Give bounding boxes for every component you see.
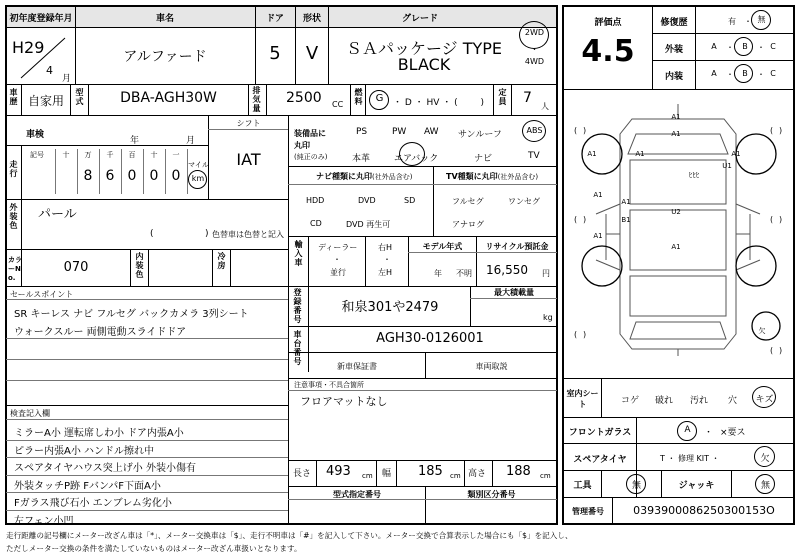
width-value: 185 xyxy=(418,464,443,479)
recycle-label: リサイクル預託金 xyxy=(485,242,549,251)
damage-mark: A1 xyxy=(593,191,603,199)
sales-points-label: セールスポイント xyxy=(10,290,74,299)
windshield-need: ×要ス xyxy=(720,428,746,438)
import-right-h: 右H xyxy=(378,243,393,252)
shift-label: シフト xyxy=(236,119,261,128)
registration-label: 登録番号 xyxy=(293,288,302,324)
chassis-value: AGH30-0126001 xyxy=(376,331,484,346)
inspector-note-line: ピラー内張A小 ハンドル擦れ中 xyxy=(14,445,155,457)
windshield-label: フロントガラス xyxy=(568,428,632,438)
grade-line-2: BLACK xyxy=(397,55,451,74)
footer-line-1: 走行距離の記号欄にメーター改ざん車は「*」、メーター交換車は「$」、走行不明車は「#」を記入して下さい。メーター交換で合算表示した場合にも「$」を記入し、 xyxy=(6,531,573,540)
mileage-digit-header: 百 xyxy=(128,151,136,159)
tv-oneseg: ワンセグ xyxy=(508,197,540,206)
diagram-bracket: ( xyxy=(574,126,578,135)
drive-2wd: 2WD xyxy=(524,28,545,37)
inspector-note-line: ミラーA小 運転席しわ小 ドア内張A小 xyxy=(14,428,184,439)
damage-mark: A1 xyxy=(593,232,603,240)
cc-unit: CC xyxy=(332,100,344,109)
mileage-digit-header: 一 xyxy=(172,151,180,159)
repair-yes: 有 xyxy=(728,17,736,26)
drive-dot: ・ xyxy=(530,45,539,54)
import-dot-2: ・ xyxy=(383,255,391,264)
interior-grade-option: C xyxy=(770,69,776,78)
inspection-month-unit: 月 xyxy=(186,136,196,146)
damage-mark: A1 xyxy=(671,243,681,251)
footer-line-2: ただしメーター交換の条件を満たしていないものはメーター改ざん車扱いとなります。 xyxy=(6,544,302,553)
car-name-label: 車名 xyxy=(155,14,174,24)
management-label: 管理番号 xyxy=(572,507,604,516)
notes-value: フロアマットなし xyxy=(300,395,388,408)
sheet-opt-tear: 破れ xyxy=(655,396,674,406)
color-no-value: 070 xyxy=(63,260,89,275)
exterior-grade-option: C xyxy=(770,42,776,51)
grade-line-1: ＳＡパッケージ TYPE xyxy=(345,39,503,58)
mileage-digit: 0 xyxy=(127,168,137,184)
interior-color-label: 内装色 xyxy=(135,252,144,279)
inspector-note-line: スペアタイヤハウス突上げ小 外装小傷有 xyxy=(14,463,196,474)
repair-label: 修復歴 xyxy=(660,18,688,28)
windshield-dot: ・ xyxy=(704,428,714,438)
exterior-color-paren: ( ) xyxy=(150,229,209,239)
sheet-opt-burn: コゲ xyxy=(621,396,640,406)
windshield-selected: A xyxy=(684,425,691,435)
mileage-digit: 6 xyxy=(105,168,115,184)
max-load-kg: kg xyxy=(543,313,553,322)
capacity-unit: 人 xyxy=(541,102,549,111)
equip-leather: 本革 xyxy=(352,154,371,164)
notes-label: 注意事項・不具合箇所 xyxy=(294,381,364,389)
recycle-value: 16,550 xyxy=(486,263,528,277)
diagram-bracket: ) xyxy=(779,346,783,355)
model-year-label: モデル年式 xyxy=(422,242,463,251)
spare-tire-options: T ・ 修理 KIT ・ xyxy=(660,454,720,463)
damage-mark: A1 xyxy=(671,113,681,121)
shape-value: V xyxy=(305,43,319,64)
tv-sub: (社外品含む) xyxy=(497,173,539,181)
inspection-label: 車検 xyxy=(26,130,45,140)
car-name-value: アルファード xyxy=(123,49,207,65)
usage-label: 車歴 xyxy=(9,88,18,106)
equip-pw: PW xyxy=(392,127,407,137)
interior-grade-label: 内装 xyxy=(664,72,683,82)
inspector-note-line: 外装タッチP跡 FバンパF下面A小 xyxy=(14,480,161,492)
exterior-color-note: 色替車は色替と記入 xyxy=(212,230,284,239)
tv-label xyxy=(446,171,538,182)
mileage-label: 走行 xyxy=(9,160,18,178)
warranty-manual: 車両取説 xyxy=(475,362,508,371)
inspector-label: 検査記入欄 xyxy=(10,409,50,418)
spare-tire-label: スペアタイヤ xyxy=(573,455,627,465)
interior-grade-option: ・ xyxy=(726,70,734,79)
length-label: 長さ xyxy=(293,469,312,479)
mileage-digit-header: 千 xyxy=(106,151,114,159)
navi-sd: SD xyxy=(404,196,416,205)
damage-mark: 欠 xyxy=(758,327,766,335)
model-year-value: 不明 xyxy=(456,269,472,278)
height-value: 188 xyxy=(506,464,531,479)
first-reg-year: H29 xyxy=(12,38,45,57)
door-value: 5 xyxy=(269,43,281,64)
score-value: 4.5 xyxy=(581,34,635,69)
warranty-new-car: 新車保証書 xyxy=(337,362,377,371)
sales-points-line-2: ウォークスルー 両側電動スライドドア xyxy=(14,327,187,338)
shift-value: IAT xyxy=(236,150,261,169)
spare-tire-selected: 欠 xyxy=(760,454,770,464)
fuel-label: 燃料 xyxy=(354,88,363,106)
sheet-opt-scratch: キズ xyxy=(755,395,774,405)
exterior-grade-circle xyxy=(734,37,753,56)
length-value: 493 xyxy=(326,464,351,479)
exterior-grade-option: A xyxy=(711,42,717,51)
score-label: 評価点 xyxy=(594,18,622,28)
mileage-digit-header: 十 xyxy=(62,151,70,159)
import-dealer: ディーラー xyxy=(318,243,358,252)
shape-label: 形状 xyxy=(302,14,321,24)
repair-dot: ・ xyxy=(744,17,752,26)
import-left-h: 左H xyxy=(378,268,393,277)
registration-value: 和泉301や2479 xyxy=(341,300,439,315)
recycle-unit: 円 xyxy=(542,269,550,278)
capacity-label: 定員 xyxy=(498,88,507,106)
diagram-bracket: ( xyxy=(770,215,774,224)
diagram-bracket: ( xyxy=(574,215,578,224)
diagram-bracket: ( xyxy=(770,126,774,135)
exterior-color-value: パール xyxy=(38,207,77,222)
exterior-grade-label: 外装 xyxy=(664,45,683,55)
tv-analog: アナログ xyxy=(452,220,484,229)
width-unit: cm xyxy=(450,472,461,480)
exterior-grade-option: ・ xyxy=(726,43,734,52)
diagram-bracket: ) xyxy=(779,215,783,224)
tv-label-text: TV種類に丸印 xyxy=(446,172,498,181)
navi-sub: (社外品含む) xyxy=(372,173,413,181)
inspection-year-unit: 年 xyxy=(130,136,140,146)
navi-cd: CD xyxy=(310,219,322,228)
first-reg-label: 初年度登録年月 xyxy=(9,14,73,24)
equip-aw: AW xyxy=(424,127,439,137)
type-designation-label: 型式指定番号 xyxy=(333,490,381,499)
inspector-note-line: 左フェン小凹 xyxy=(14,515,74,527)
interior-grade-option: A xyxy=(711,69,717,78)
damage-mark: A1 xyxy=(635,150,645,158)
mileage-digit: 0 xyxy=(149,168,159,184)
length-unit: cm xyxy=(362,472,373,480)
air-conditioner-label: 冷房 xyxy=(217,252,226,270)
model-label: 型式 xyxy=(75,88,84,106)
jack-label: ジャッキ xyxy=(678,481,715,491)
tools-value: 無 xyxy=(631,481,641,491)
diagram-bracket: ) xyxy=(583,126,587,135)
import-parallel: 並行 xyxy=(330,268,346,277)
mileage-unit-label: マイル xyxy=(188,161,209,169)
navi-label xyxy=(316,171,412,182)
jack-value: 無 xyxy=(760,481,770,491)
interior-sheet-label: 室内シート xyxy=(566,389,599,409)
interior-grade-option: ・ xyxy=(757,70,765,79)
max-load-label: 最大積載量 xyxy=(494,288,534,297)
equip-navi: ナビ xyxy=(474,154,493,164)
equip-ps: PS xyxy=(356,127,368,137)
sheet-opt-hole: 穴 xyxy=(728,396,738,406)
width-label: 幅 xyxy=(382,469,392,479)
interior-grade-option: B xyxy=(742,69,748,78)
mileage-sign-label: 記号 xyxy=(30,151,44,159)
tools-label: 工具 xyxy=(573,481,592,491)
sheet-opt-dirt: 汚れ xyxy=(690,396,709,406)
damage-mark: ﾋﾋﾋ xyxy=(688,171,700,179)
damage-mark: A1 xyxy=(587,150,597,158)
navi-label-text: ナビ種類に丸印 xyxy=(316,172,372,181)
grade-label: グレード xyxy=(401,14,438,24)
fuel-selected: G xyxy=(375,93,384,104)
damage-mark: U1 xyxy=(722,162,732,170)
damage-mark: A1 xyxy=(671,130,681,138)
navi-hdd: HDD xyxy=(306,196,325,205)
damage-mark: U2 xyxy=(671,208,681,216)
diagram-bracket: ) xyxy=(583,330,587,339)
inspector-note-line: Fガラス飛び石小 エンブレム劣化小 xyxy=(14,498,172,509)
diagram-bracket: ( xyxy=(574,330,578,339)
repair-none: 無 xyxy=(757,15,766,24)
diagram-bracket: ( xyxy=(770,346,774,355)
navi-dvd: DVD xyxy=(358,196,376,205)
equip-sunroof: サンルーフ xyxy=(458,130,502,140)
interior-grade-circle xyxy=(734,64,753,83)
equip-airbag: エアバック xyxy=(394,154,439,164)
door-label: ドア xyxy=(266,14,284,24)
model-year-unit: 年 xyxy=(434,269,442,278)
equipment-sub: (純正のみ) xyxy=(294,153,328,161)
mileage-digit: 0 xyxy=(171,168,181,184)
navi-dvd-play: DVD 再生可 xyxy=(346,220,391,229)
color-no-label: カラーNo. xyxy=(8,256,22,282)
exterior-grade-option: ・ xyxy=(757,43,765,52)
exterior-grade-option: B xyxy=(742,42,748,51)
displacement-label: 排気量 xyxy=(252,86,261,113)
import-dot: ・ xyxy=(333,255,341,264)
damage-mark: B1 xyxy=(621,216,631,224)
diagram-bracket: ) xyxy=(583,215,587,224)
height-unit: cm xyxy=(540,472,551,480)
fuel-options: ・ D ・ HV ・ ( ) xyxy=(393,98,485,108)
displacement-value: 2500 xyxy=(286,90,322,106)
height-label: 高さ xyxy=(468,469,487,479)
drive-4wd: 4WD xyxy=(524,57,545,66)
sales-points-line-1: SR キーレス ナビ フルセグ バックカメラ 3列シート xyxy=(14,309,249,320)
month-unit: 月 xyxy=(62,74,72,84)
usage-value: 自家用 xyxy=(27,94,64,108)
model-value: DBA-AGH30W xyxy=(120,90,217,106)
equip-abs: ABS xyxy=(526,126,543,135)
first-reg-month: 4 xyxy=(46,64,53,77)
mileage-digit-header: 万 xyxy=(84,151,92,159)
damage-mark: A1 xyxy=(731,150,741,158)
capacity-value: 7 xyxy=(523,90,532,106)
tv-fullseg: フルセグ xyxy=(452,197,484,206)
category-label: 類別区分番号 xyxy=(467,490,516,499)
exterior-color-label: 外装色 xyxy=(9,203,18,230)
mileage-digit-header: 十 xyxy=(150,151,158,159)
management-value: 0393900086250300153O xyxy=(633,504,775,517)
diagram-bracket: ) xyxy=(779,126,783,135)
damage-mark: A1 xyxy=(621,198,631,206)
equip-tv: TV xyxy=(528,151,540,161)
mileage-digit: 8 xyxy=(83,168,93,184)
equipment-label: 装備品に丸印 xyxy=(294,129,326,150)
chassis-label: 車台番号 xyxy=(293,330,302,366)
mileage-unit-km: km xyxy=(191,174,205,183)
import-label: 輸入車 xyxy=(294,240,303,267)
